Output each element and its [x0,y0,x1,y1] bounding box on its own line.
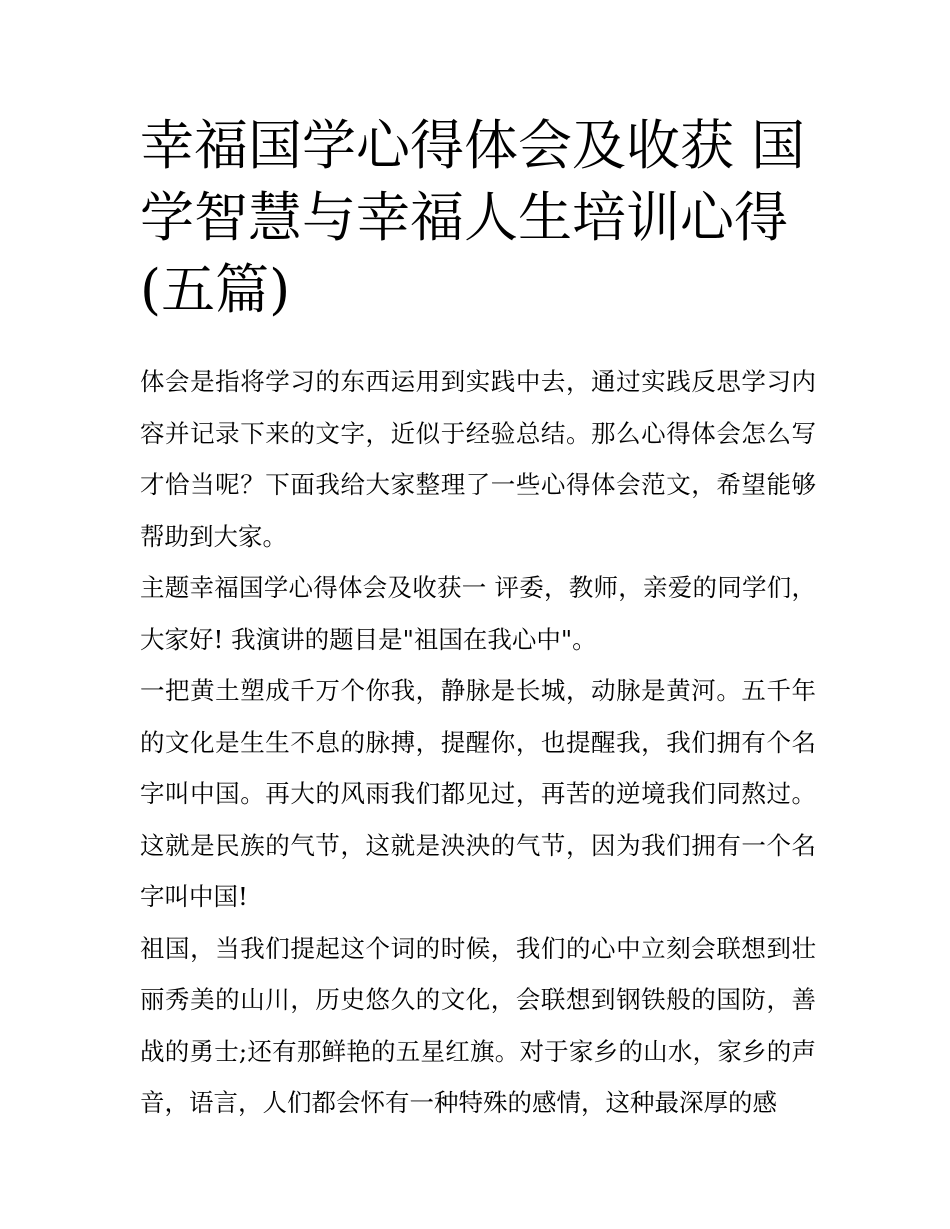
motherland-paragraph: 祖国，当我们提起这个词的时候，我们的心中立刻会联想到壮丽秀美的山川，历史悠久的文化，会联想到钢铁般的国防，善战的勇士;还有那鲜艳的五星红旗。对于家乡的山水，家乡的声音，语言，人们都会怀有一种特殊的感情，这种最深厚的感 [140,933,816,1117]
china-name-paragraph: 一把黄土塑成千万个你我，静脉是长城，动脉是黄河。五千年的文化是生生不息的脉搏，提醒你，也提醒我，我们拥有个名字叫中国。再大的风雨我们都见过，再苦的逆境我们同熬过。这就是民族的气节，这就是泱泱的气节，因为我们拥有一个名字叫中国! [140,676,816,911]
intro-paragraph: 体会是指将学习的东西运用到实践中去，通过实践反思学习内容并记录下来的文字，近似于经验总结。那么心得体会怎么写才恰当呢？下面我给大家整理了一些心得体会范文，希望能够帮助到大家。 [140,367,816,551]
document-title: 幸福国学心得体会及收获 国学智慧与幸福人生培训心得(五篇) [140,114,806,321]
document-body [140,356,816,1129]
section-one-greeting-paragraph: 主题幸福国学心得体会及收获一 评委，教师，亲爱的同学们，大家好! 我演讲的题目是"祖国在我心中"。 [140,573,816,654]
